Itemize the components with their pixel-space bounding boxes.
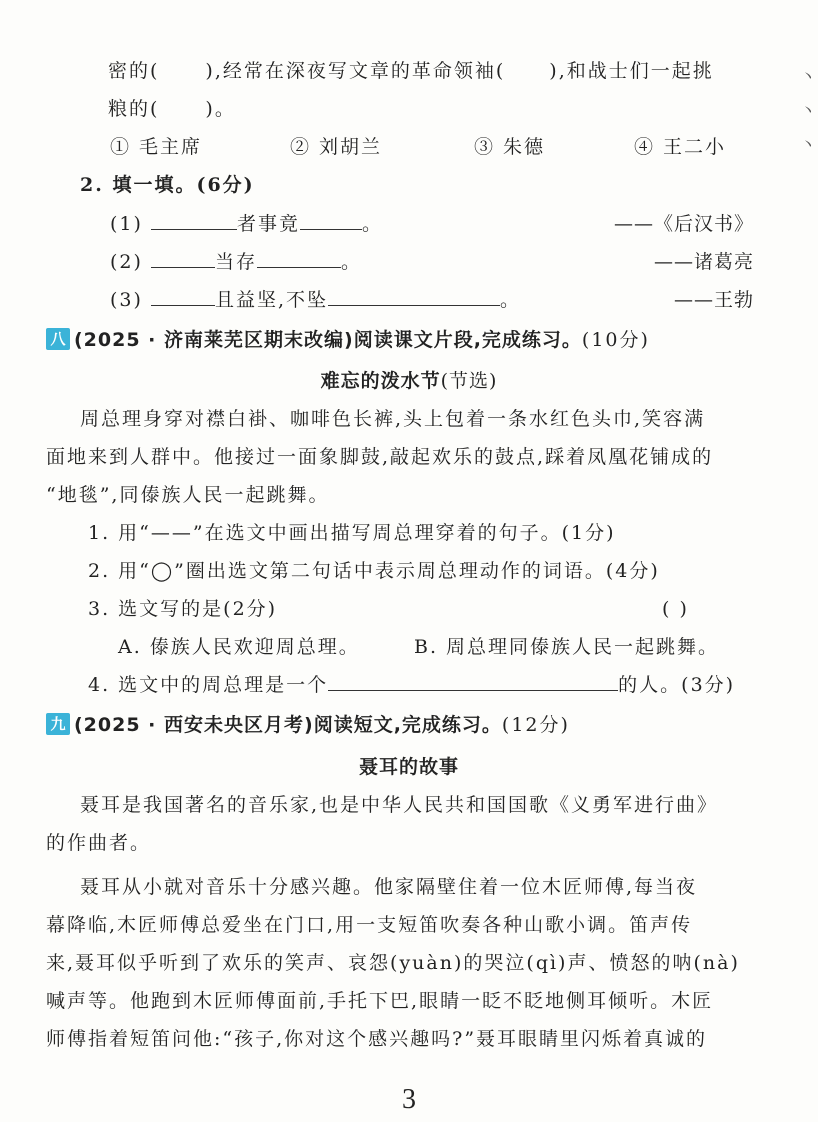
section-8-title: 难忘的泼水节(节选) — [320, 370, 498, 392]
s8-q3-option-b: B. 周总理同傣族人民一起跳舞。 — [414, 636, 720, 658]
cont-line-2: 粮的( )。 — [108, 98, 236, 120]
s8-para-3: “地毯”,同傣族人民一起跳舞。 — [46, 484, 330, 506]
blank[interactable] — [300, 211, 362, 230]
blank[interactable] — [151, 211, 237, 230]
q2-item-2-source: ——诸葛亮 — [653, 251, 754, 273]
s9-para-5: 来,聂耳似乎听到了欢乐的笑声、哀怨(yuàn)的哭泣(qì)声、愤怒的呐(nà) — [46, 952, 740, 974]
s9-para-4: 幕降临,木匠师傅总爱坐在门口,用一支短笛吹奏各种山歌小调。笛声传 — [46, 914, 693, 936]
blank[interactable] — [151, 287, 215, 306]
s8-question-4: 4. 选文中的周总理是一个 的人。(3分) — [88, 674, 736, 696]
option-3: ③ 朱德 — [474, 136, 546, 158]
section-8-header: 八 (2025 · 济南莱芜区期末改编)阅读课文片段,完成练习。(10分) — [46, 327, 650, 353]
q2-item-1: (1) 者事竟 。 — [110, 213, 383, 235]
page-number: 3 — [402, 1084, 416, 1115]
edge-mark: 丶 — [799, 67, 816, 86]
q2-item-3: (3) 且益坚,不坠 。 — [110, 289, 522, 311]
s8-question-1: 1. 用“——”在选文中画出描写周总理穿着的句子。(1分) — [88, 522, 616, 544]
section-8-badge: 八 — [46, 328, 70, 350]
option-4: ④ 王二小 — [634, 136, 727, 158]
cont-line-1: 密的( ),经常在深夜写文章的革命领袖( ),和战士们一起挑 — [108, 60, 714, 82]
section-9-badge: 九 — [46, 713, 70, 735]
s8-para-1: 周总理身穿对襟白褂、咖啡色长裤,头上包着一条水红色头巾,笑容满 — [80, 408, 706, 430]
s8-question-2: 2. 用“◯”圈出选文第二句话中表示周总理动作的词语。(4分) — [88, 560, 660, 582]
s8-para-2: 面地来到人群中。他接过一面象脚鼓,敲起欢乐的鼓点,踩着凤凰花铺成的 — [46, 446, 714, 468]
blank[interactable] — [151, 249, 215, 268]
s8-question-3: 3. 选文写的是(2分) — [88, 598, 278, 620]
blank[interactable] — [328, 672, 618, 691]
q2-item-2: (2) 当存 。 — [110, 251, 362, 273]
q2-item-1-source: ——《后汉书》 — [613, 213, 754, 235]
s9-para-7: 师傅指着短笛问他:“孩子,你对这个感兴趣吗?”聂耳眼睛里闪烁着真诚的 — [46, 1028, 708, 1050]
section-9-title: 聂耳的故事 — [358, 756, 459, 778]
q2-item-3-source: ——王勃 — [673, 289, 754, 311]
s9-para-2: 的作曲者。 — [46, 832, 152, 854]
blank[interactable] — [328, 287, 500, 306]
s9-para-1: 聂耳是我国著名的音乐家,也是中华人民共和国国歌《义勇军进行曲》 — [80, 794, 719, 816]
edge-mark: 丶 — [799, 135, 816, 154]
blank[interactable] — [257, 249, 341, 268]
option-2: ② 刘胡兰 — [290, 136, 383, 158]
section-9-header: 九 (2025 · 西安未央区月考)阅读短文,完成练习。(12分) — [46, 712, 570, 738]
s8-q3-option-a: A. 傣族人民欢迎周总理。 — [118, 636, 360, 658]
q2-heading: 2. 填一填。(6分) — [80, 174, 255, 196]
edge-mark: 丶 — [799, 101, 816, 120]
s9-para-6: 喊声等。他跑到木匠师傅面前,手托下巴,眼睛一眨不眨地侧耳倾听。木匠 — [46, 990, 714, 1012]
s9-para-3: 聂耳从小就对音乐十分感兴趣。他家隔壁住着一位木匠师傅,每当夜 — [80, 876, 698, 898]
answer-paren[interactable]: ( ) — [662, 598, 689, 620]
option-1: ① 毛主席 — [110, 136, 203, 158]
